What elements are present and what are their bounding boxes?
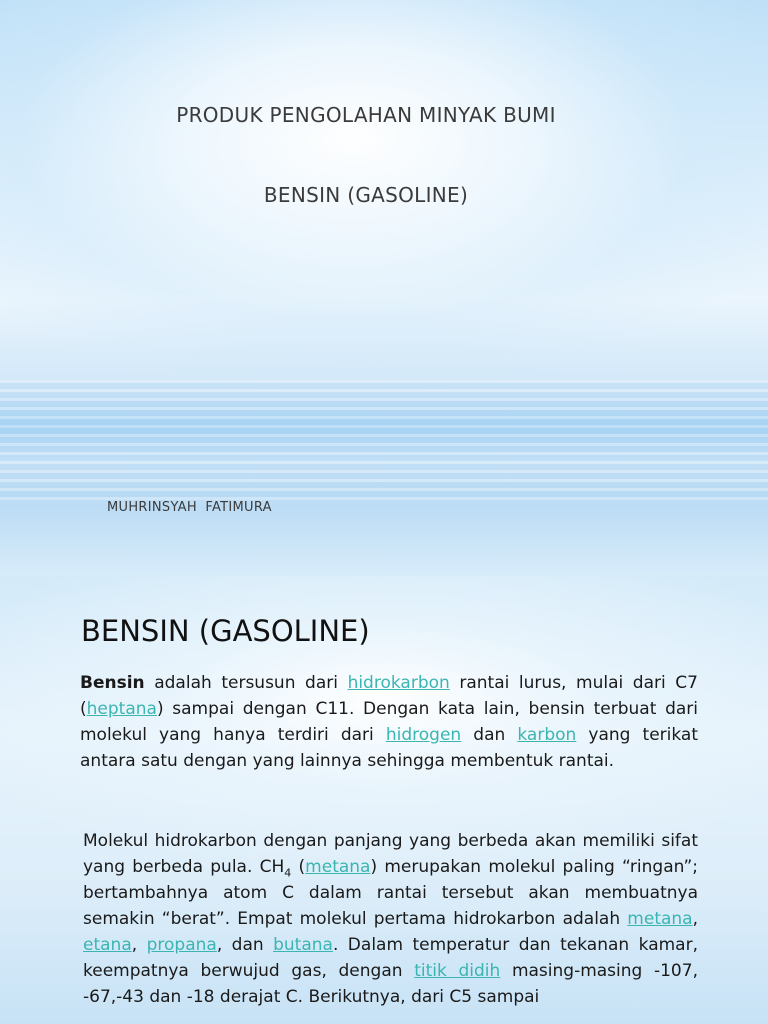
link-metana[interactable]: metana xyxy=(305,857,371,877)
content-heading: BENSIN (GASOLINE) xyxy=(81,614,370,648)
text-span: Molekul hidrokarbon dengan panjang yang berbeda akan memiliki sifat yang berbeda pula. CH xyxy=(83,831,698,877)
link-hidrogen[interactable]: hidrogen xyxy=(385,725,462,745)
text-span: ) sampai dengan C11. Dengan kata lain, bensin terbuat dari molekul yang hanya terdiri dari xyxy=(80,699,698,745)
text-span: ) merupakan molekul paling “ringan”; bertambahnya atom C dalam rantai tersebut akan membuatnya semakin “berat”. Empat molekul pertama hidrokarbon adalah xyxy=(83,857,698,929)
text-span: masing-masing -107, -67,-43 dan -18 derajat C. Berikutnya, dari C5 sampai xyxy=(83,961,698,1007)
link-propana[interactable]: propana xyxy=(146,935,217,955)
text-span: rantai lurus, mulai dari C7 ( xyxy=(80,673,698,719)
text-span: . Dalam temperatur dan tekanan kamar, keempatnya berwujud gas, dengan xyxy=(83,935,698,981)
text-span: ( xyxy=(291,857,306,877)
slide-title: PRODUK PENGOLAHAN MINYAK BUMI xyxy=(176,103,556,127)
link-karbon[interactable]: karbon xyxy=(517,725,577,745)
text-span: , dan xyxy=(216,935,274,955)
text-span: , xyxy=(692,909,698,929)
text-span: yang terikat antara satu dengan yang lainnya sehingga membentuk rantai. xyxy=(80,725,699,771)
subscript: 4 xyxy=(284,866,292,880)
bold-term: Bensin xyxy=(80,673,145,693)
author-name: MUHRINSYAH FATIMURA xyxy=(107,500,272,515)
link-metana-2[interactable]: metana xyxy=(627,909,693,929)
link-titik-didih[interactable]: titik didih xyxy=(414,961,501,981)
text-span: adalah tersusun dari xyxy=(144,673,348,693)
link-heptana[interactable]: heptana xyxy=(86,699,157,719)
link-etana[interactable]: etana xyxy=(83,935,132,955)
link-butana[interactable]: butana xyxy=(273,935,333,955)
text-span: dan xyxy=(461,725,518,745)
text-span: , xyxy=(131,935,147,955)
link-hidrokarbon[interactable]: hidrokarbon xyxy=(347,673,450,693)
content-slide xyxy=(0,576,768,1024)
paragraph-definition xyxy=(80,670,698,774)
slide-subtitle: BENSIN (GASOLINE) xyxy=(263,183,469,207)
paragraph-molecules xyxy=(83,828,698,1010)
